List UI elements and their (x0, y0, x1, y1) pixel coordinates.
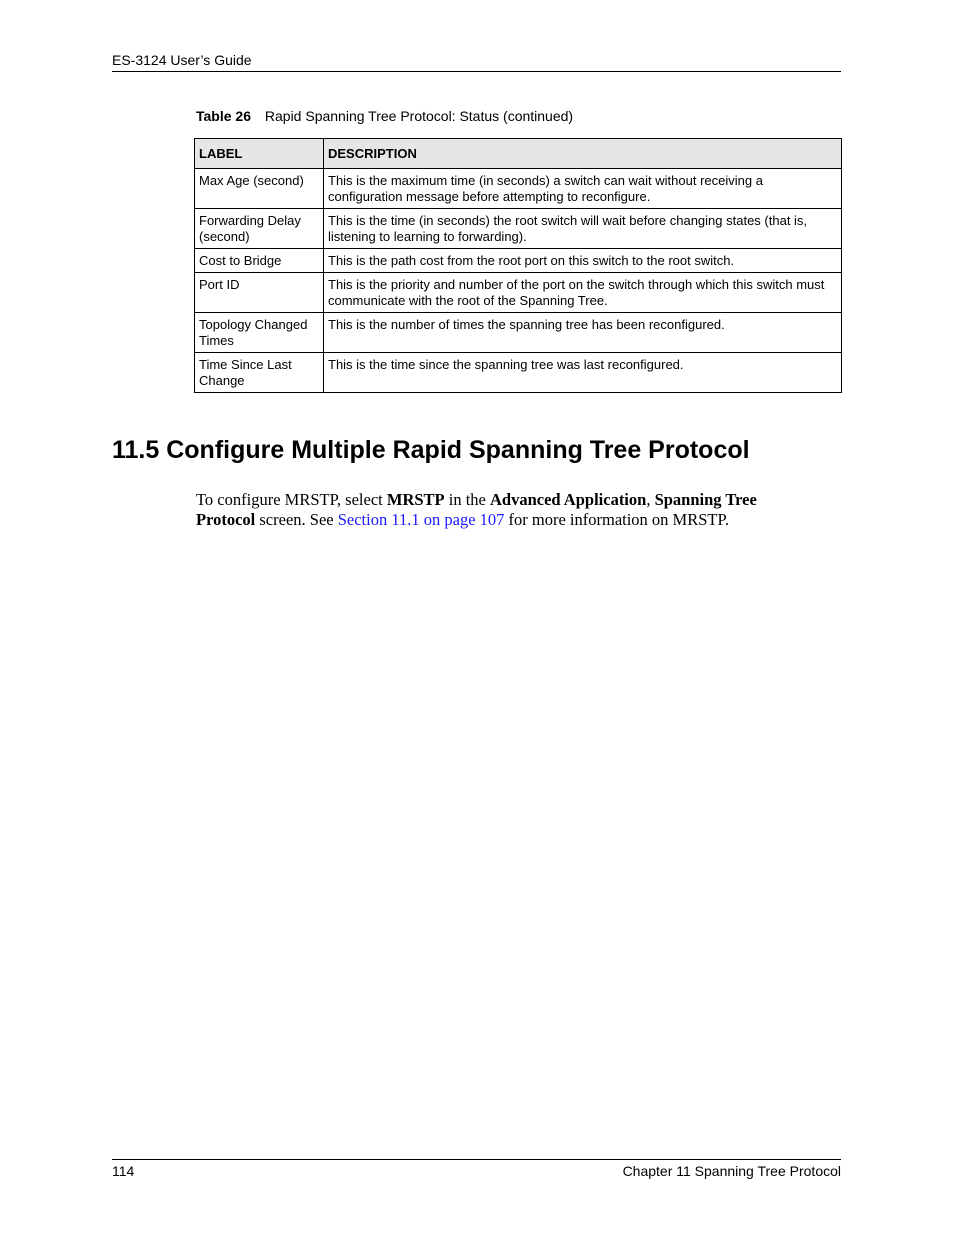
column-header-label: LABEL (195, 139, 324, 169)
status-table (194, 138, 842, 393)
paragraph-text: screen. See (255, 510, 338, 529)
row-label: Time Since Last Change (195, 353, 324, 393)
table-row (195, 209, 842, 249)
table-row (195, 249, 842, 273)
row-description: This is the number of times the spanning tree has been reconfigured. (324, 313, 842, 353)
table-row (195, 313, 842, 353)
table-header-row (195, 139, 842, 169)
row-description: This is the priority and number of the port on the switch through which this switch must communicate with the root of the Spanning Tree. (324, 273, 842, 313)
row-label: Port ID (195, 273, 324, 313)
row-label: Forwarding Delay (second) (195, 209, 324, 249)
table-row (195, 273, 842, 313)
paragraph-text: for more information on MRSTP. (504, 510, 729, 529)
paragraph-text: , (646, 490, 655, 509)
row-description: This is the time (in seconds) the root switch will wait before changing states (that is, listening to learning to forwarding). (324, 209, 842, 249)
paragraph-bold: Advanced Application (490, 490, 647, 509)
row-description: This is the path cost from the root port on this switch to the root switch. (324, 249, 842, 273)
table-row (195, 353, 842, 393)
page-number: 114 (112, 1163, 135, 1179)
table-caption-text: Rapid Spanning Tree Protocol: Status (continued) (264, 108, 574, 124)
row-label: Topology Changed Times (195, 313, 324, 353)
footer-chapter: Chapter 11 Spanning Tree Protocol (622, 1163, 841, 1179)
page-footer (112, 1159, 841, 1179)
table-caption-number: Table 26 (196, 108, 251, 124)
row-label: Max Age (second) (195, 169, 324, 209)
paragraph-bold: Spanning Tree Protocol (196, 490, 757, 529)
table-row (195, 169, 842, 209)
column-header-description: DESCRIPTION (324, 139, 842, 169)
row-description: This is the time since the spanning tree was last reconfigured. (324, 353, 842, 393)
header-title: ES-3124 User’s Guide (112, 52, 252, 68)
paragraph-text: in the (444, 490, 490, 509)
section-heading: 11.5 Configure Multiple Rapid Spanning Tree Protocol (112, 436, 750, 464)
section-paragraph (196, 490, 796, 530)
table-caption (196, 108, 573, 124)
paragraph-text: To configure MRSTP, select (196, 490, 387, 509)
page-header (112, 52, 841, 72)
paragraph-bold: MRSTP (386, 490, 445, 509)
row-label: Cost to Bridge (195, 249, 324, 273)
row-description: This is the maximum time (in seconds) a switch can wait without receiving a configuration message before attempting to reconfigure. (324, 169, 842, 209)
section-cross-reference-link[interactable]: Section 11.1 on page 107 (337, 510, 505, 529)
